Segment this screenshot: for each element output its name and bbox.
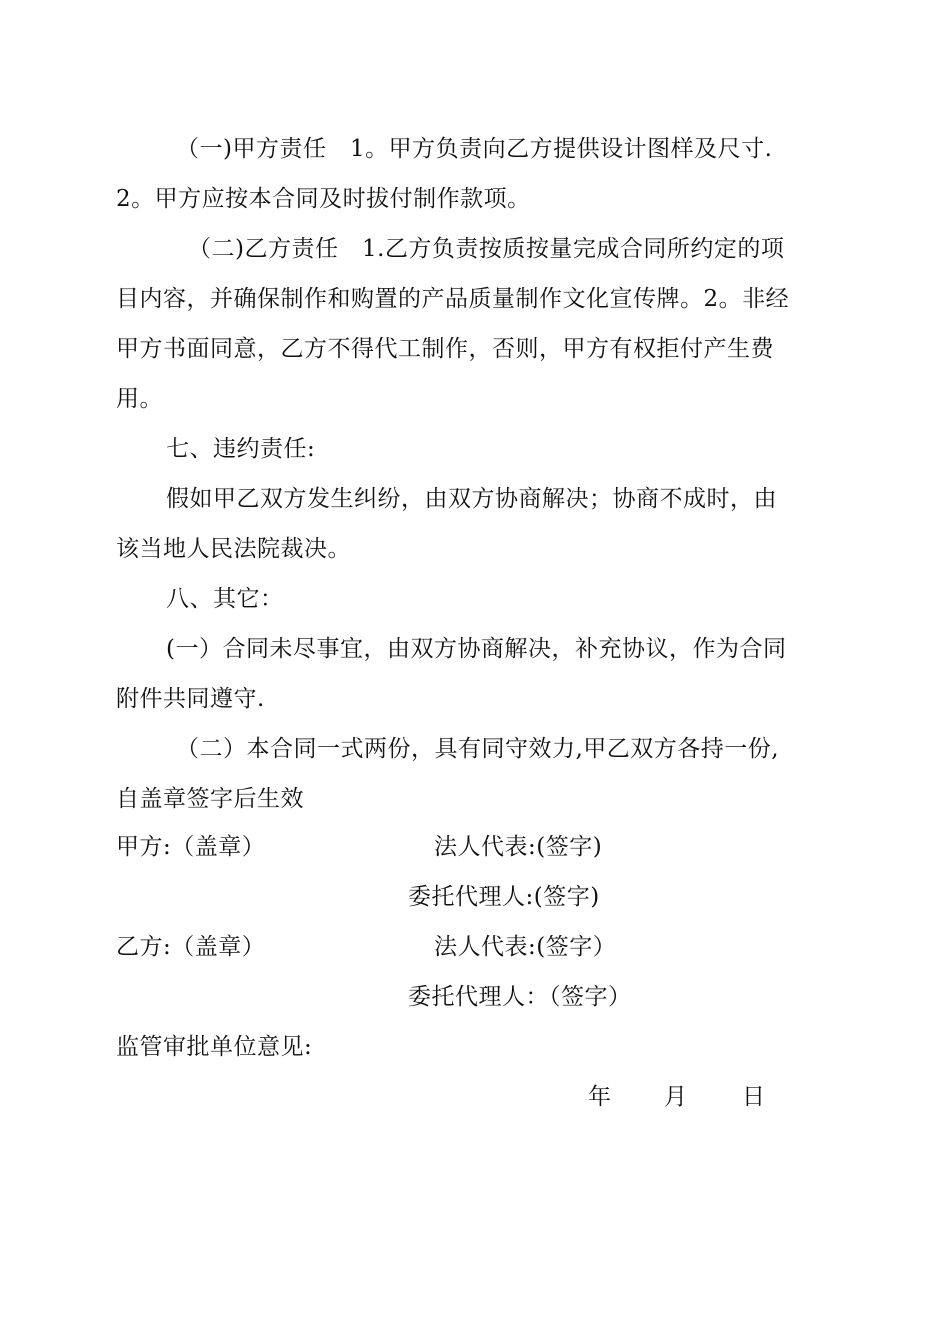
partyA-agent-label: 委托代理人:(签字)	[408, 884, 600, 910]
section-8-heading: 八、其它：	[166, 586, 284, 612]
partyA-duty-line-1: （一)甲方责任 1。甲方负责向乙方提供设计图样及尺寸.	[176, 136, 773, 162]
date-month-label: 月	[664, 1084, 688, 1110]
section-8-item-2-line-1: （二）本合同一式两份，具有同守效力,甲乙双方各持一份,	[176, 736, 780, 762]
section-7-text-line-1: 假如甲乙双方发生纠纷，由双方协商解决；协商不成时，由	[166, 486, 777, 512]
partyB-duty-line-2: 目内容，并确保制作和购置的产品质量制作文化宣传牌。2。非经	[116, 286, 790, 312]
section-8-item-2-line-2: 自盖章签字后生效	[116, 786, 304, 812]
partyB-duty-line-3: 甲方书面同意，乙方不得代工制作，否则，甲方有权拒付产生费	[116, 336, 774, 362]
section-8-item-1-line-1: (一）合同未尽事宜，由双方协商解决，补充协议，作为合同	[166, 636, 787, 662]
partyB-duty-line-4: 用。	[116, 386, 163, 412]
supervisor-opinion-label: 监管审批单位意见:	[116, 1034, 313, 1060]
partyB-duty-line-1: （二)乙方责任 1.乙方负责按质按量完成合同所约定的项	[188, 236, 785, 262]
section-7-heading: 七、违约责任:	[166, 436, 316, 462]
partyB-seal-label: 乙方:（盖章）	[116, 934, 266, 960]
partyA-legal-rep-label: 法人代表:(签字)	[434, 834, 603, 860]
date-day-label: 日	[742, 1084, 766, 1110]
partyA-seal-label: 甲方:（盖章）	[116, 834, 266, 860]
partyB-legal-rep-label: 法人代表:(签字）	[434, 934, 617, 960]
partyB-agent-label: 委托代理人：（签字）	[408, 984, 632, 1010]
date-year-label: 年	[588, 1084, 612, 1110]
partyA-duty-line-2: 2。甲方应按本合同及时拔付制作款项。	[116, 186, 531, 212]
section-7-text-line-2: 该当地人民法院裁决。	[116, 536, 351, 562]
section-8-item-1-line-2: 附件共同遵守.	[116, 686, 265, 712]
